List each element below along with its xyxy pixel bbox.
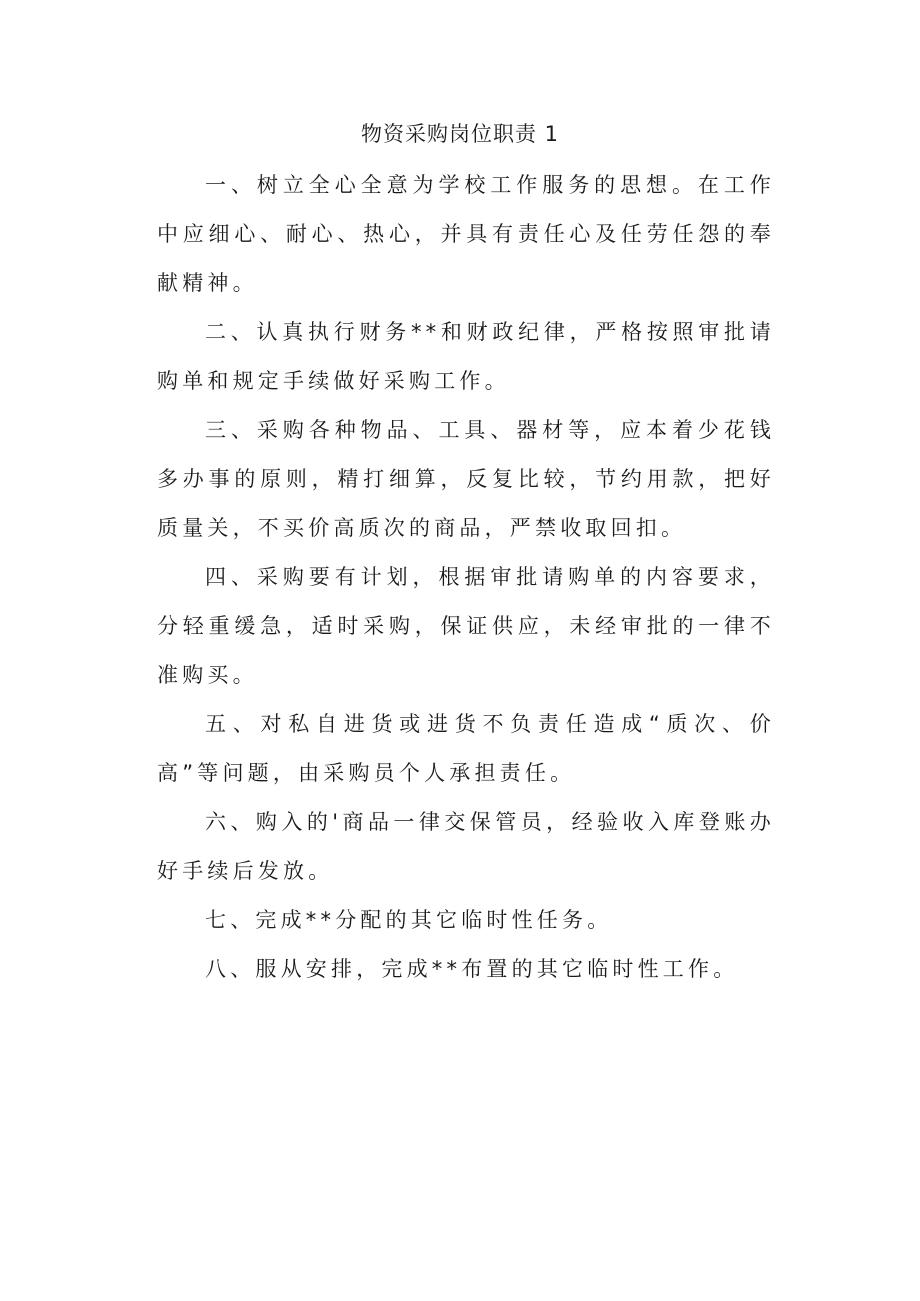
paragraph-1: 一、树立全心全意为学校工作服务的思想。在工作中应细心、耐心、热心，并具有责任心及任劳任怨的奉献精神。 xyxy=(157,173,775,295)
paragraph-5: 五、对私自进货或进货不负责任造成“质次、价高”等问题，由采购员个人承担责任。 xyxy=(157,712,775,785)
paragraph-6: 六、购入的'商品一律交保管员，经验收入库登账办好手续后发放。 xyxy=(157,810,775,883)
paragraph-2: 二、认真执行财务**和财政纪律，严格按照审批请购单和规定手续做好采购工作。 xyxy=(157,320,775,393)
document-body xyxy=(157,161,775,994)
document-title: 物资采购岗位职责 1 xyxy=(360,122,560,146)
paragraph-3: 三、采购各种物品、工具、器材等，应本着少花钱多办事的原则，精打细算，反复比较，节约用款，把好质量关，不买价高质次的商品，严禁收取回扣。 xyxy=(157,418,775,540)
paragraph-8: 八、服从安排，完成**布置的其它临时性工作。 xyxy=(205,957,739,981)
paragraph-7: 七、完成**分配的其它临时性任务。 xyxy=(205,908,613,932)
paragraph-4: 四、采购要有计划，根据审批请购单的内容要求，分轻重缓急，适时采购，保证供应，未经审批的一律不准购买。 xyxy=(157,565,775,687)
